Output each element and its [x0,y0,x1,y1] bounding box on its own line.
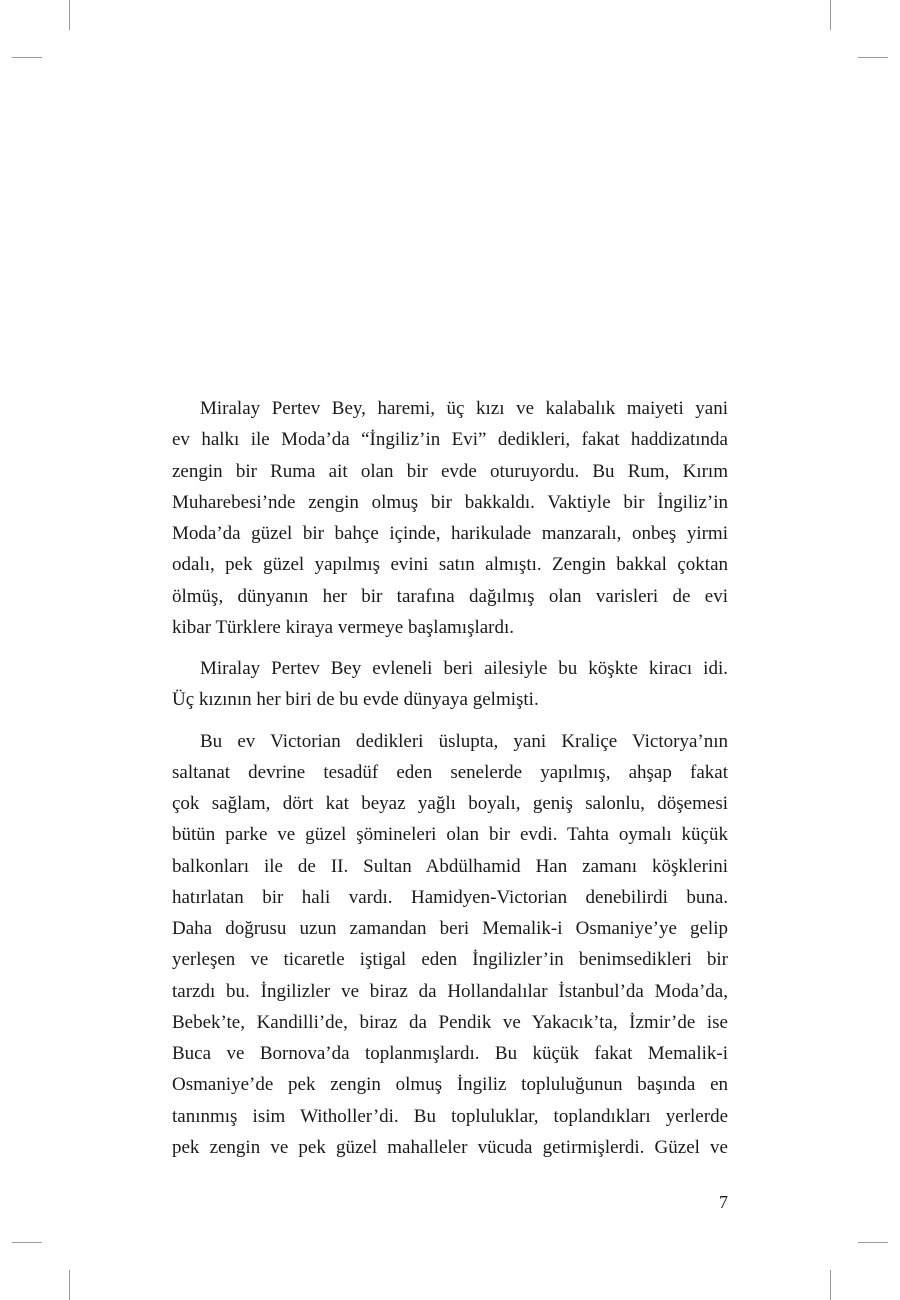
crop-mark-left-bottom [12,1242,42,1243]
text-line: Miralay Pertev Bey, haremi, üç kızı ve kalabalık maiyeti yani [200,398,728,419]
text-line: zengin bir Ruma ait olan bir evde oturuyordu. Bu Rum, Kırım [172,460,728,482]
text-line: Üç kızının her biri de bu evde dünyaya gelmişti. [172,689,539,711]
text-line: Moda’da güzel bir bahçe içinde, harikulade manzaralı, onbeş yirmi [172,523,728,544]
text-line: Bebek’te, Kandilli’de, biraz da Pendik ve Yakacık’ta, İzmir’de ise [172,1011,728,1033]
text-line: hatırlatan bir hali vardı. Hamidyen-Victorian denebilirdi buna. [172,886,728,908]
text-line: Muharebesi’nde zengin olmuş bir bakkaldı. Vaktiyle bir İngiliz’in [172,491,728,513]
body-text [172,393,728,1163]
crop-mark-top-right [830,0,831,30]
crop-mark-left-top [12,57,42,58]
text-line: kibar Türklere kiraya vermeye başlamışlardı. [172,616,515,638]
text-line: Bu ev Victorian dedikleri üslupta, yani Kraliçe Victorya’nın [200,730,728,752]
text-line: yerleşen ve ticaretle iştigal eden İngilizler’in benimsedikleri bir [172,949,728,971]
crop-mark-top-left [69,0,70,30]
text-line: pek zengin ve pek güzel mahalleler vücuda getirmişlerdi. Güzel ve [172,1136,728,1158]
page-number: 7 [719,1192,728,1212]
crop-mark-bottom-right [830,1270,831,1300]
text-line: balkonları ile de II. Sultan Abdülhamid Han zamanı köşklerini [172,855,728,877]
paragraph-2 [172,653,728,716]
crop-mark-right-bottom [858,1242,888,1243]
text-line: tarzdı bu. İngilizler ve biraz da Hollandalılar İstanbul’da Moda’da, [172,980,728,1002]
crop-mark-bottom-left [69,1270,70,1300]
text-line: Osmaniye’de pek zengin olmuş İngiliz topluluğunun başında en [172,1074,728,1096]
crop-mark-right-top [858,57,888,58]
text-line: tanınmış isim Witholler’di. Bu topluluklar, toplandıkları yerlerde [172,1105,728,1127]
text-line: odalı, pek güzel yapılmış evini satın almıştı. Zengin bakkal çoktan [172,554,728,576]
text-line: Buca ve Bornova’da toplanmışlardı. Bu küçük fakat Memalik-i [172,1043,728,1064]
text-line: bütün parke ve güzel şömineleri olan bir evdi. Tahta oymalı küçük [172,824,728,846]
text-line: ev halkı ile Moda’da “İngiliz’in Evi” dedikleri, fakat haddizatında [172,429,728,451]
text-line: ölmüş, dünyanın her bir tarafına dağılmış olan varisleri de evi [172,585,728,607]
text-line: Miralay Pertev Bey evleneli beri ailesiyle bu köşkte kiracı idi. [200,658,728,679]
text-line: saltanat devrine tesadüf eden senelerde yapılmış, ahşap fakat [172,761,728,783]
paragraph-3 [172,726,728,1164]
text-line: Daha doğrusu uzun zamandan beri Memalik-i Osmaniye’ye gelip [172,918,728,939]
text-line: çok sağlam, dört kat beyaz yağlı boyalı, geniş salonlu, döşemesi [172,793,728,814]
paragraph-1 [172,393,728,643]
